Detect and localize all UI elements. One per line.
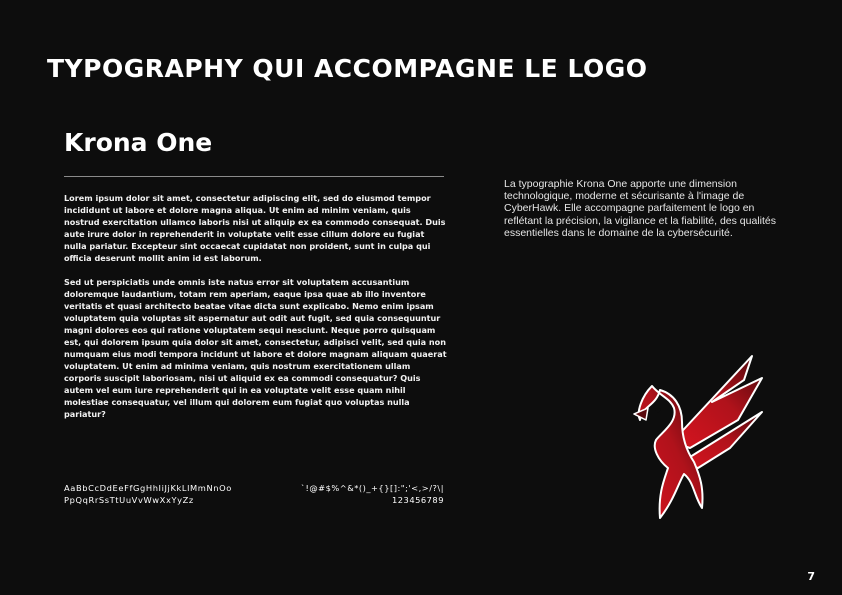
divider xyxy=(64,176,444,177)
alphabet-line-2: PpQqRrSsTtUuVvWwXxYyZz xyxy=(64,495,194,505)
digits-line: 123456789 xyxy=(391,495,444,505)
sample-paragraph-1: Lorem ipsum dolor sit amet, consectetur adipiscing elit, sed do eiusmod tempor incididunt ut labore et dolore magna aliqua. Ut enim ad minim veniam, quis nostrud exercitation ullamco laboris nisi ut aliquip ex ea commodo consequat. Duis aute irure dolor in reprehenderit in voluptate velit esse cillum dolore eu fugiat nulla pariatur. Excepteur sint occaecat cupidatat non proident, sunt in culpa qui officia deserunt mollit anim id est laborum. xyxy=(64,193,446,263)
font-sample-text xyxy=(64,192,448,432)
font-name-heading: Krona One xyxy=(64,128,213,157)
typography-description: La typographie Krona One apporte une dimension technologique, moderne et sécurisante à l'image de CyberHawk. Elle accompagne parfaitement le logo en reflétant la précision, la vigilance et la fiabilité, des qualités essentielles dans le domaine de la cybersécurité. xyxy=(504,178,776,239)
symbols-line: `!@#$%^&*()_+{}[]:";'<,>/?\| xyxy=(300,483,444,493)
alphabet-specimen xyxy=(64,482,232,506)
alphabet-line-1: AaBbCcDdEeFfGgHhIiJjKkLlMmNnOo xyxy=(64,483,232,493)
symbols-specimen xyxy=(301,482,444,506)
page-number: 7 xyxy=(807,570,815,583)
page-title: TYPOGRAPHY QUI ACCOMPAGNE LE LOGO xyxy=(47,54,648,83)
hawk-logo-icon xyxy=(612,350,787,525)
sample-paragraph-2: Sed ut perspiciatis unde omnis iste natus error sit voluptatem accusantium doloremque laudantium, totam rem aperiam, eaque ipsa quae ab illo inventore veritatis et quasi architecto beatae vitae dicta sunt explicabo. Nemo enim ipsam voluptatem quia voluptas sit aspernatur aut odit aut fugit, sed quia consequuntur magni dolores eos qui ratione voluptatem sequi nesciunt. Neque porro quisquam est, qui dolorem ipsum quia dolor sit amet, consectetur, adipisci velit, sed quia non numquam eius modi tempora incidunt ut labore et dolore magnam aliquam quaerat voluptatem. Ut enim ad minima veniam, quis nostrum exercitationem ullam corporis suscipit laboriosam, nisi ut aliquid ex ea commodi consequatur? Quis autem vel eum iure reprehenderit qui in ea voluptate velit esse quam nihil molestiae consequatur, vel illum qui dolorem eum fugiat quo voluptas nulla pariatur? xyxy=(64,277,447,419)
